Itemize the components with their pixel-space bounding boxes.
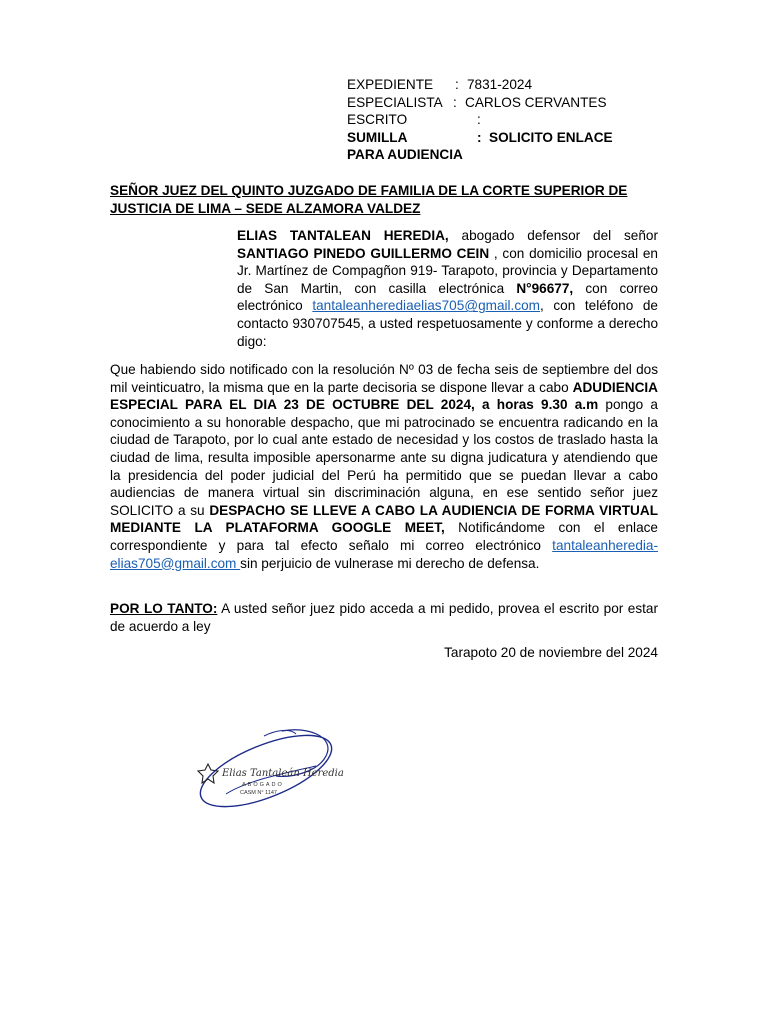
signature-name: Elias Tantaleán Heredia (222, 768, 344, 779)
request-text: DESPACHO SE LLEVE A CABO LA AUDIENCIA DE FORMA VIRTUAL MEDIANTE LA PLATAFORMA GOOGLE MEET, (110, 502, 658, 536)
sumilla-label: SUMILLA (347, 129, 408, 145)
sumilla-row: SUMILLA : SOLICITO ENLACE (347, 129, 613, 145)
especialista-row: ESPECIALISTA : CARLOS CERVANTES (347, 94, 607, 110)
addressee-heading: SEÑOR JUEZ DEL QUINTO JUZGADO DE FAMILIA DE LA CORTE SUPERIOR DE JUSTICIA DE LIMA – SEDE ALZAMORA VALDEZ (110, 183, 628, 216)
signature-title: ABOGADO (242, 782, 284, 788)
sumilla-continuation: PARA AUDIENCIA (347, 147, 463, 163)
por-lo-tanto-paragraph: POR LO TANTO: A usted señor juez pido acceda a mi pedido, provea el escrito por estar de acuerdo a ley (110, 601, 658, 634)
expediente-value: 7831-2024 (467, 77, 533, 92)
document-date: Tarapoto 20 de noviembre del 2024 (444, 645, 658, 660)
intro-paragraph: ELIAS TANTALEAN HEREDIA, abogado defensor del señor SANTIAGO PINEDO GUILLERMO CEIN , con domicilio procesal en Jr. Martínez de Compagñon 919- Tarapoto, provincia y Departamento de San Martin, con casilla electrónica N°96677, con correo electrónico tantaleanherediaelias705@gmail.com, con teléfono de contacto 930707545, a usted respetuosamente y conforme a derecho digo: (237, 228, 658, 349)
case-header (347, 76, 667, 164)
lawyer-name: ELIAS TANTALEAN HEREDIA, (237, 228, 449, 243)
escrito-row: ESCRITO : (347, 112, 481, 128)
signature-stamp (186, 726, 346, 816)
email-link-2[interactable]: tantaleanherediaelias705@gmail.com (110, 537, 658, 571)
email-link[interactable]: tantaleanherediaelias705@gmail.com (312, 298, 541, 314)
signature-reg: CASM N° 1147 (240, 790, 277, 796)
expediente-label: EXPEDIENTE (347, 77, 434, 92)
escrito-label: ESCRITO (347, 112, 408, 128)
por-lo-tanto-label: POR LO TANTO: (110, 601, 218, 616)
especialista-label: ESPECIALISTA (347, 94, 443, 110)
casilla-number: N°96677, (516, 280, 574, 296)
sumilla-value: SOLICITO ENLACE (489, 129, 613, 145)
body-paragraph: Que habiendo sido notificado con la resolución Nº 03 de fecha seis de septiembre del dos mil veinticuatro, la misma que en la parte decisoria se dispone llevar a cabo ADUDIENCIA ESPECIAL PARA EL DIA 23 DE OCTUBRE DEL 2024, a horas 9.30 a.m pongo a conocimiento a su honorable despacho, que mi patrocinado se encuentra radicando en la ciudad de Tarapoto, por lo cual ante estado de necesidad y los costos de traslado hasta la ciudad de lima, resulta imposible apersonarme ante su digna judicatura y atendiendo que la presidencia del poder judicial del Perú ha permitido que se puedan llevar a cabo audiencias de manera virtual sin discriminación alguna, en ese sentido señor juez SOLICITO a su DESPACHO SE LLEVE A CABO LA AUDIENCIA DE FORMA VIRTUAL MEDIANTE LA PLATAFORMA GOOGLE MEET, Notificándome con el enlace correspondiente y para tal efecto señalo mi correo electrónico tantaleanherediaelias705@gmail.com sin perjuicio de vulnerase mi derecho de defensa. (110, 362, 658, 571)
client-name: SANTIAGO PINEDO GUILLERMO CEIN (237, 245, 490, 261)
expediente-row: EXPEDIENTE : 7831-2024 (347, 77, 533, 92)
star-icon (198, 764, 218, 783)
hearing-date: ADUDIENCIA ESPECIAL PARA EL DIA 23 DE OCTUBRE DEL 2024, a horas 9.30 a.m (110, 379, 658, 413)
especialista-value: CARLOS CERVANTES (465, 94, 607, 110)
